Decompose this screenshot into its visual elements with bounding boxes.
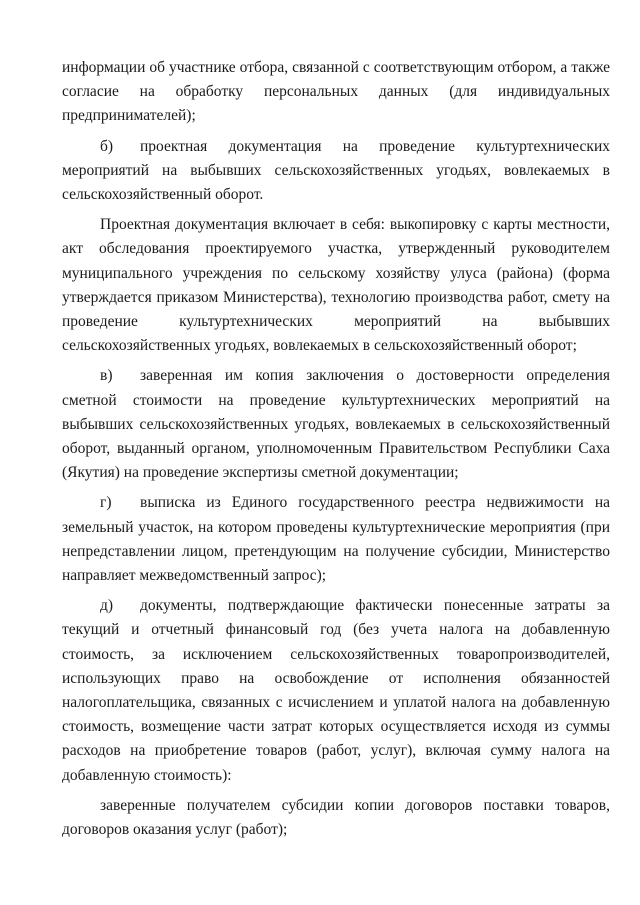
paragraph-item-g [62, 491, 610, 588]
paragraph-text: заверенные получателем субсидии копии договоров поставки товаров, договоров оказания услуг (работ); [62, 796, 610, 839]
paragraph-text: Проектная документация включает в себя: выкопировку с карты местности, акт обследования проектируемого участка, утвержденный руководителем муниципального учреждения по сельскому хозяйству улуса (района) (форма утверждается приказом Министерства), технологию производства работ, смету на проведение культуртехнических мероприятий на выбывших сельскохозяйственных угодьях, вовлекаемых в сельскохозяйственный оборот; [62, 216, 610, 355]
paragraph-item-b [62, 135, 610, 208]
paragraph-contracts [62, 794, 610, 842]
paragraph-item-d [62, 594, 610, 788]
document-body [62, 56, 610, 848]
list-marker: в) [100, 367, 113, 385]
list-marker: г) [100, 494, 112, 512]
list-marker: б) [100, 137, 114, 155]
paragraph-text: выписка из Единого государственного реестра недвижимости на земельный участок, на котором проведены культуртехнические мероприятия (при непредставлении лицом, претендующим на получение субсидии, Министерство направляет межведомственный запрос); [62, 494, 610, 585]
paragraph-text: проектная документация на проведение культуртехнических мероприятий на выбывших сельскохозяйственных угодьях, вовлекаемых в сельскохозяйственный оборот. [62, 137, 610, 204]
paragraph-text: заверенная им копия заключения о достоверности определения сметной стоимости на проведение культуртехнических мероприятий на выбывших сельскохозяйственных угодьях, вовлекаемых в сельскохозяйственный оборот, выданный органом, уполномоченным Правительством Республики Саха (Якутия) на проведение экспертизы сметной документации; [62, 367, 610, 482]
paragraph-item-v [62, 364, 610, 485]
paragraph-text: информации об участнике отбора, связанной с соответствующим отбором, а также согласие на обработку персональных данных (для индивидуальных предпринимателей); [62, 59, 610, 125]
list-marker: д) [100, 597, 114, 615]
paragraph-text: документы, подтверждающие фактически понесенные затраты за текущий и отчетный финансовый год (без учета налога на добавленную стоимость, за исключением сельскохозяйственных товаропроизводителей, использующих право на освобождение от исполнения обязанностей налогоплательщика, связанных с исчислением и уплатой налога на добавленную стоимость, возмещение части затрат которых осуществляется исходя из суммы расходов на приобретение товаров (работ, услуг), включая сумму налога на добавленную стоимость): [62, 597, 610, 784]
paragraph-continuation [62, 56, 610, 129]
paragraph-project-docs [62, 213, 610, 358]
